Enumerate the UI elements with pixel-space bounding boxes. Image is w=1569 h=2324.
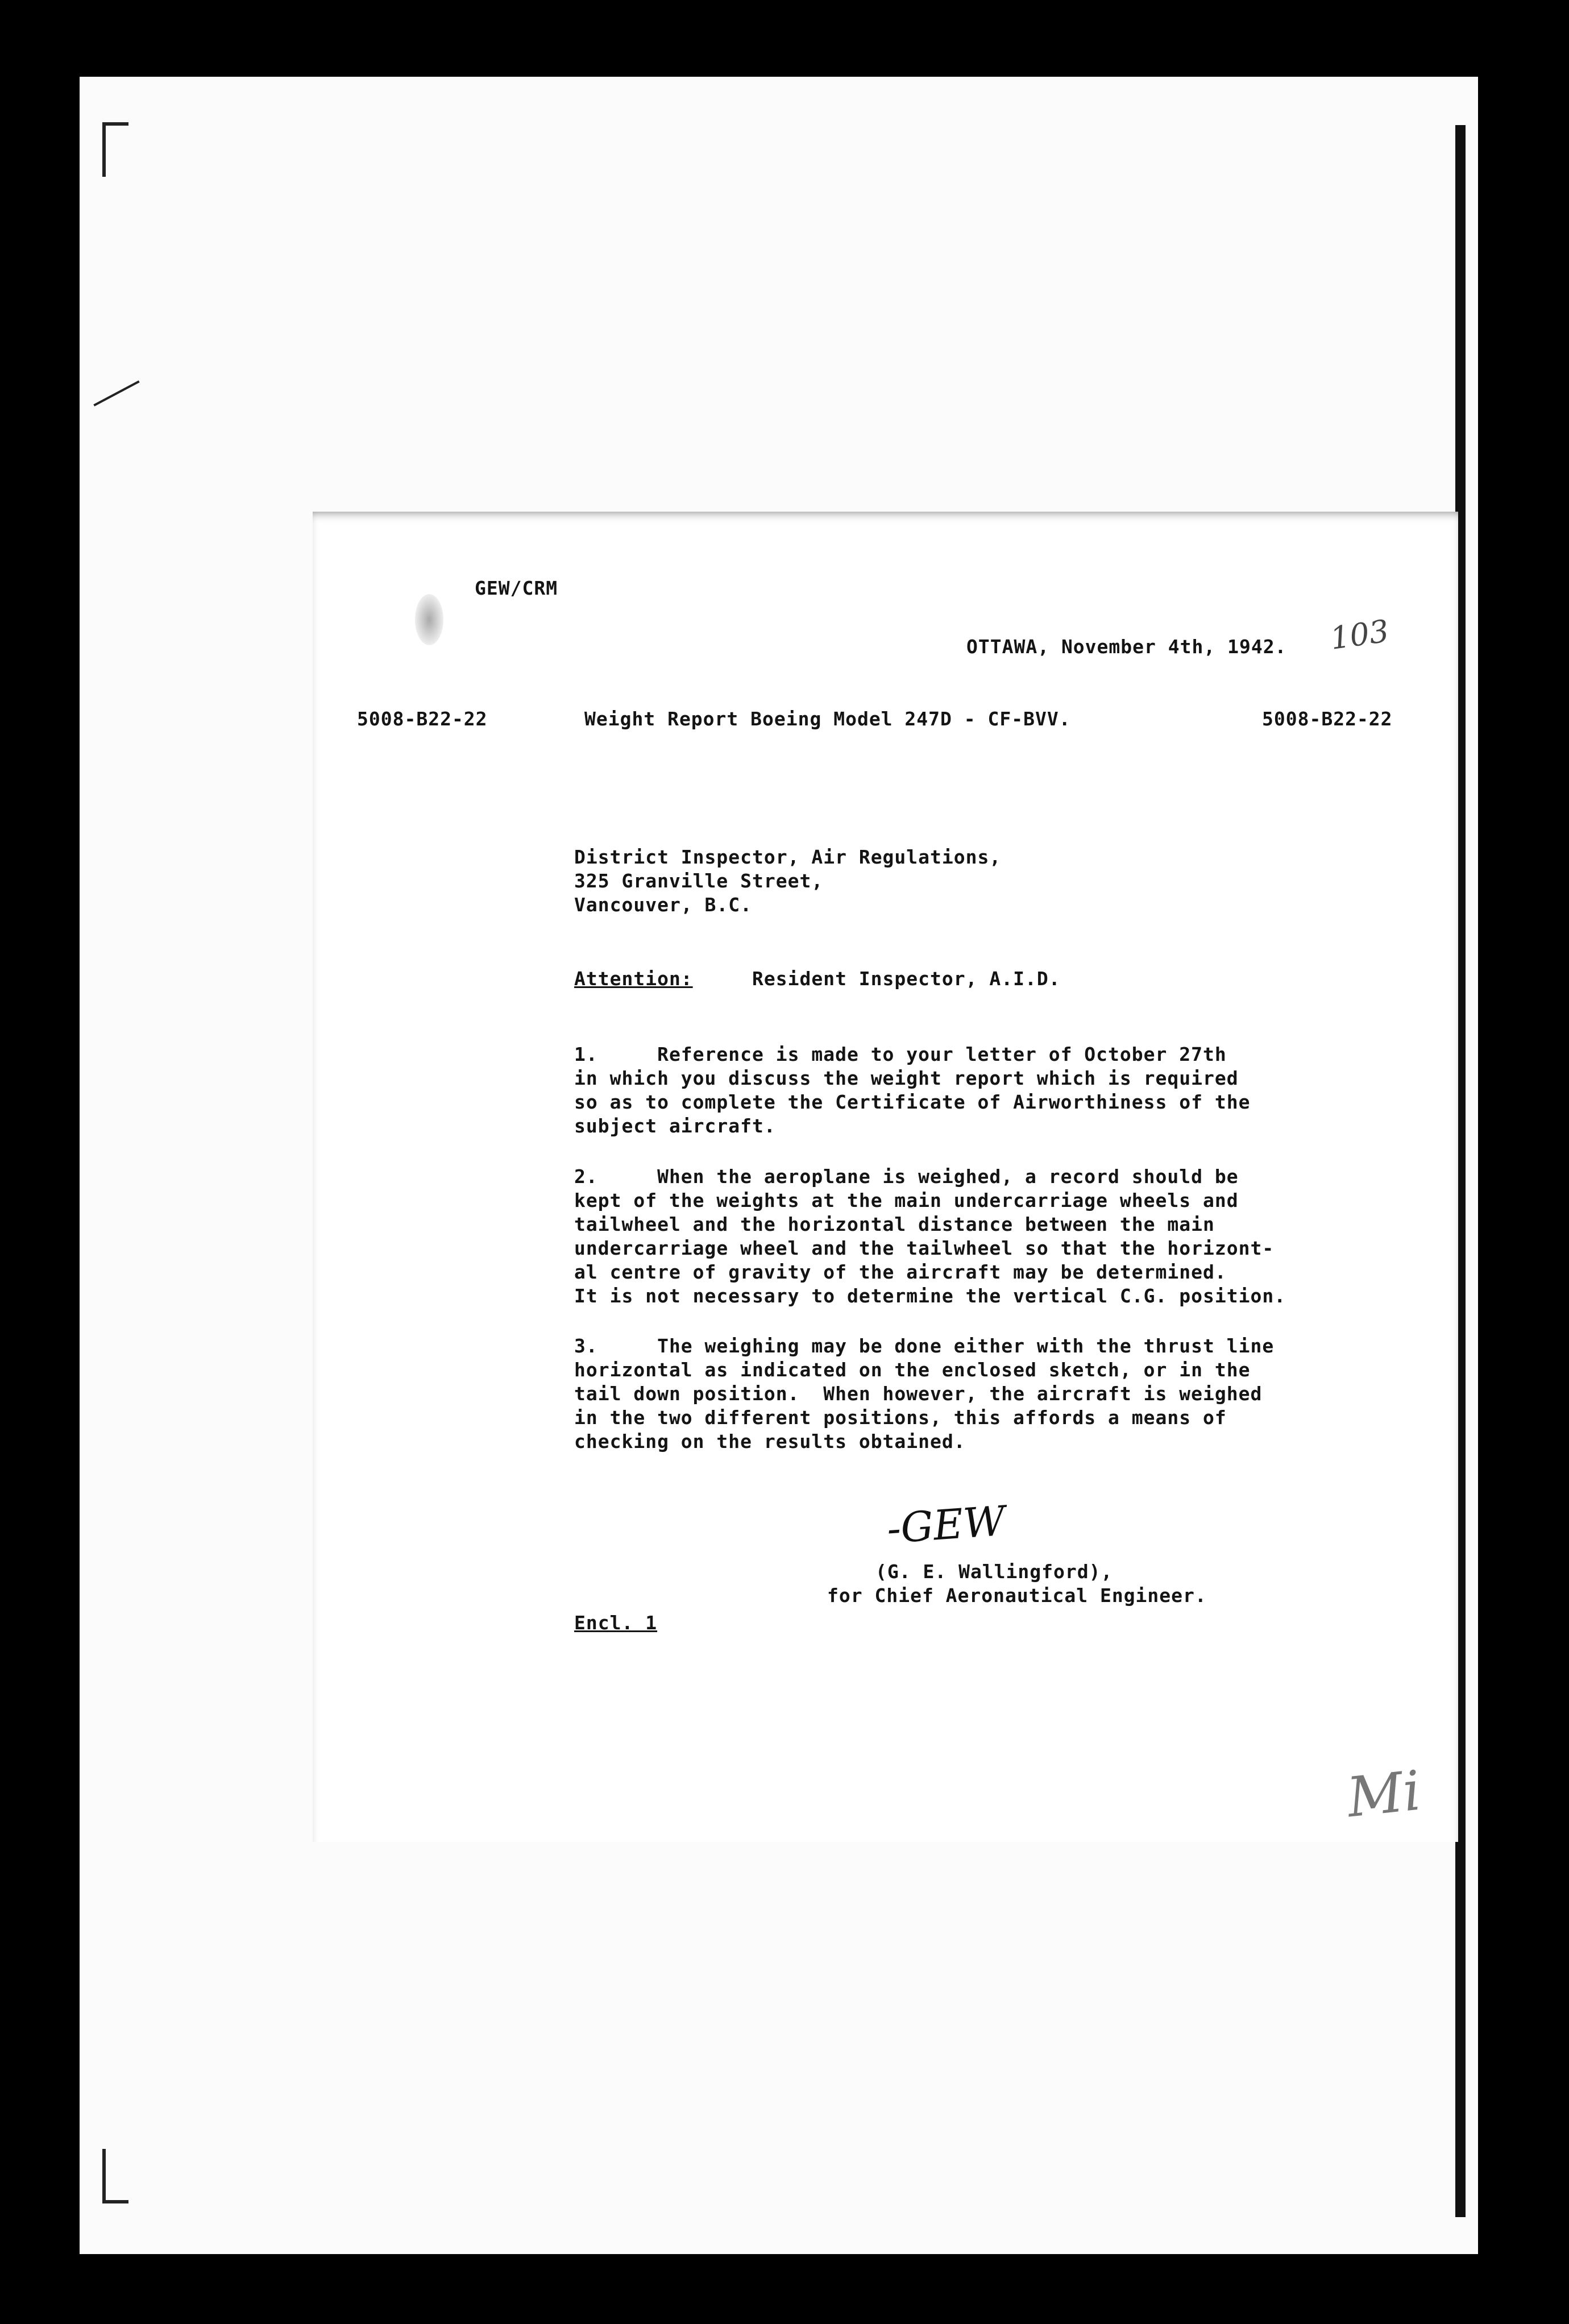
crop-mark-top-left <box>102 122 128 177</box>
paragraph-2-line: tailwheel and the horizontal distance between the main <box>574 1213 1215 1235</box>
attention-value: Resident Inspector, A.I.D. <box>752 968 1061 990</box>
ink-smudge <box>415 594 443 645</box>
paragraph-3-line: tail down position. When however, the aircraft is weighed <box>574 1383 1263 1405</box>
enclosure-note: Encl. 1 <box>574 1612 658 1634</box>
paragraph-2-line: kept of the weights at the main undercarriage wheels and <box>574 1189 1239 1211</box>
crop-mark-bottom-left <box>102 2149 128 2203</box>
paragraph-1-line: in which you discuss the weight report which is required <box>574 1067 1239 1089</box>
reference-right: 5008-B22-22 <box>1262 708 1393 730</box>
file-code: GEW/CRM <box>475 577 558 599</box>
address-line: District Inspector, Air Regulations, <box>574 846 1002 868</box>
attention-label: Attention: <box>574 968 693 990</box>
signatory-title: for Chief Aeronautical Engineer. <box>827 1584 1207 1607</box>
address-line: 325 Granville Street, <box>574 870 824 892</box>
handwritten-initials: -GEW <box>885 1496 1007 1553</box>
reference-left: 5008-B22-22 <box>357 708 488 730</box>
paragraph-1-line: subject aircraft. <box>574 1115 776 1137</box>
paragraph-2-line: 2. When the aeroplane is weighed, a record should be <box>574 1165 1239 1188</box>
paragraph-2-line: undercarriage wheel and the tailwheel so that the horizont- <box>574 1237 1275 1259</box>
paragraph-2-line: It is not necessary to determine the vertical C.G. position. <box>574 1285 1286 1307</box>
handwritten-initials-corner: Mi <box>1344 1758 1424 1830</box>
place-date: OTTAWA, November 4th, 1942. <box>966 636 1287 658</box>
paragraph-1-line: so as to complete the Certificate of Airworthiness of the <box>574 1091 1251 1113</box>
margin-handwritten-number: 103 <box>1328 613 1391 657</box>
address-line: Vancouver, B.C. <box>574 894 753 916</box>
letter-sheet <box>313 512 1458 1842</box>
paragraph-3-line: in the two different positions, this affords a means of <box>574 1406 1227 1429</box>
paragraph-3-line: horizontal as indicated on the enclosed sketch, or in the <box>574 1359 1251 1381</box>
paragraph-1-line: 1. Reference is made to your letter of October 27th <box>574 1043 1227 1065</box>
paragraph-2-line: al centre of gravity of the aircraft may be determined. <box>574 1261 1227 1283</box>
subject-line: Weight Report Boeing Model 247D - CF-BVV. <box>584 708 1071 730</box>
paragraph-3-line: checking on the results obtained. <box>574 1430 966 1453</box>
paragraph-3-line: 3. The weighing may be done either with the thrust line <box>574 1335 1275 1357</box>
signatory-name: (G. E. Wallingford), <box>875 1561 1113 1583</box>
